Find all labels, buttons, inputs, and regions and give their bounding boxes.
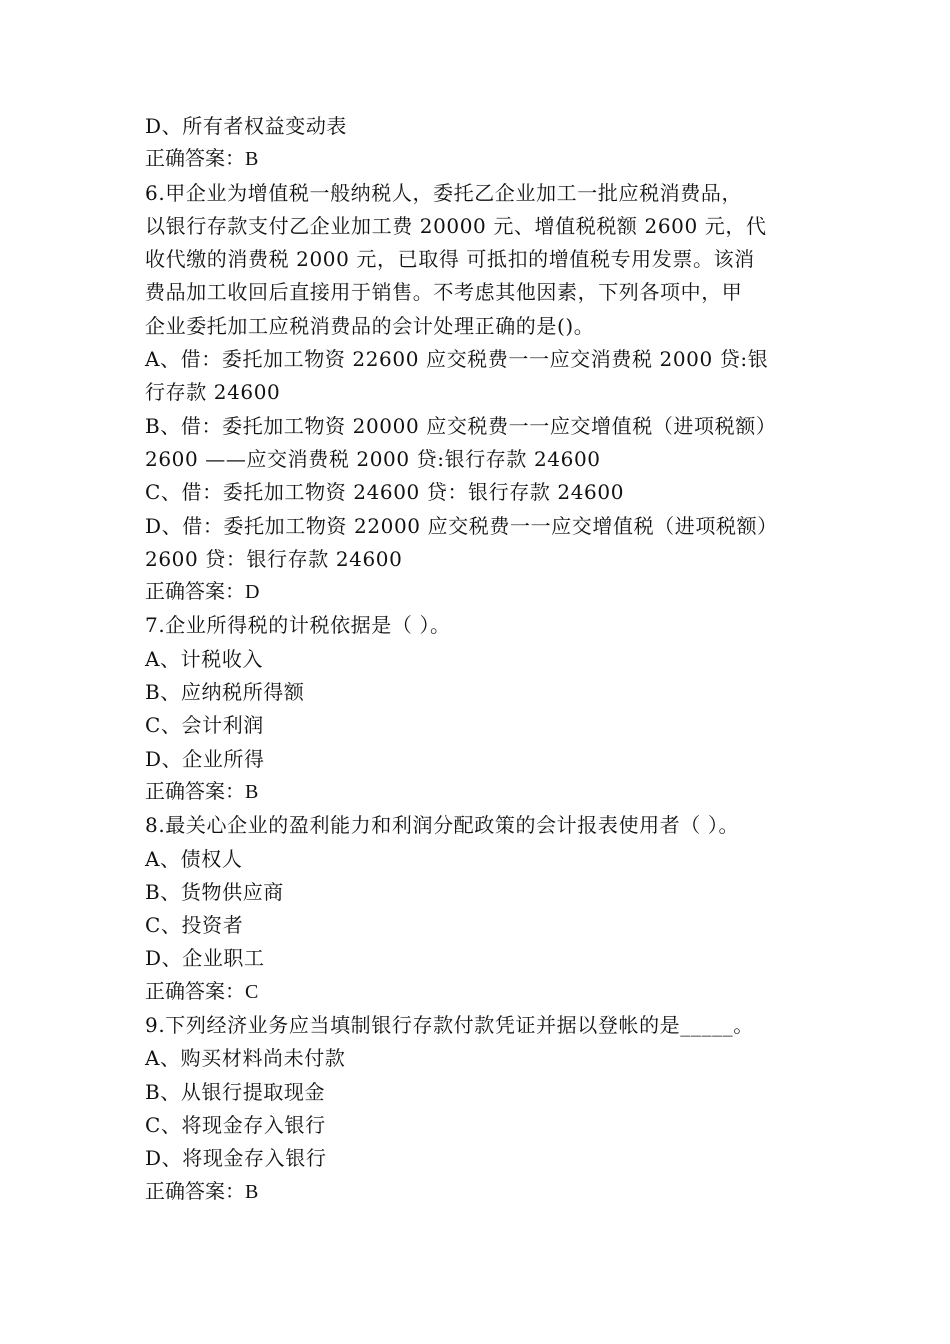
answer-line: 正确答案：D xyxy=(145,581,260,604)
option-line: D、所有者权益变动表 xyxy=(145,114,348,138)
option-line: D、企业所得 xyxy=(145,746,265,771)
option-line: B、货物供应商 xyxy=(145,879,284,904)
option-line: B、从银行提取现金 xyxy=(145,1079,326,1104)
option-line: B、借：委托加工物资 20000 应交税费一一应交增值税（进项税额） xyxy=(145,413,777,438)
document-body xyxy=(145,110,825,1209)
question-line: 8.最关心企业的盈利能力和利润分配政策的会计报表使用者（ ）。 xyxy=(145,813,740,838)
option-line: A、借：委托加工物资 22600 应交税费一一应交消费税 2000 贷:银 xyxy=(145,347,769,372)
option-line: C、借：委托加工物资 24600 贷：银行存款 24600 xyxy=(145,480,625,505)
option-line: D、借：委托加工物资 22000 应交税费一一应交增值税（进项税额） xyxy=(145,513,778,538)
option-line: C、会计利润 xyxy=(145,713,264,738)
answer-line: 正确答案：C xyxy=(145,980,259,1003)
question-line: 以银行存款支付乙企业加工费 20000 元、增值税税额 2600 元，代 xyxy=(145,213,767,238)
option-line: C、将现金存入银行 xyxy=(145,1112,326,1137)
option-line: D、企业职工 xyxy=(145,946,265,971)
option-line: C、投资者 xyxy=(145,913,244,938)
option-line: 行存款 24600 xyxy=(145,380,281,405)
question-line: 费品加工收回后直接用于销售。不考虑其他因素，下列各项中，甲 xyxy=(145,280,743,305)
question-line: 企业委托加工应税消费品的会计处理正确的是()。 xyxy=(145,313,595,338)
answer-line: 正确答案：B xyxy=(145,1180,259,1203)
question-line: 收代缴的消费税 2000 元，已取得 可抵扣的增值税专用发票。该消 xyxy=(145,247,755,272)
option-line: D、将现金存入银行 xyxy=(145,1146,327,1171)
option-line: 2600 贷：银行存款 24600 xyxy=(145,546,403,571)
question-line: 7.企业所得税的计税依据是（ ）。 xyxy=(145,613,451,638)
option-line: A、债权人 xyxy=(145,846,243,871)
question-line: 6.甲企业为增值税一般纳税人，委托乙企业加工一批应税消费品， xyxy=(145,180,743,205)
question-line: 9.下列经济业务应当填制银行存款付款凭证并据以登帐的是_____。 xyxy=(145,1013,754,1038)
option-line: B、应纳税所得额 xyxy=(145,680,305,705)
option-line: 2600 ——应交消费税 2000 贷:银行存款 24600 xyxy=(145,446,601,471)
option-line: A、购买材料尚未付款 xyxy=(145,1046,346,1071)
answer-line: 正确答案：B xyxy=(145,780,259,803)
answer-line: 正确答案：B xyxy=(145,148,259,171)
option-line: A、计税收入 xyxy=(145,646,264,671)
